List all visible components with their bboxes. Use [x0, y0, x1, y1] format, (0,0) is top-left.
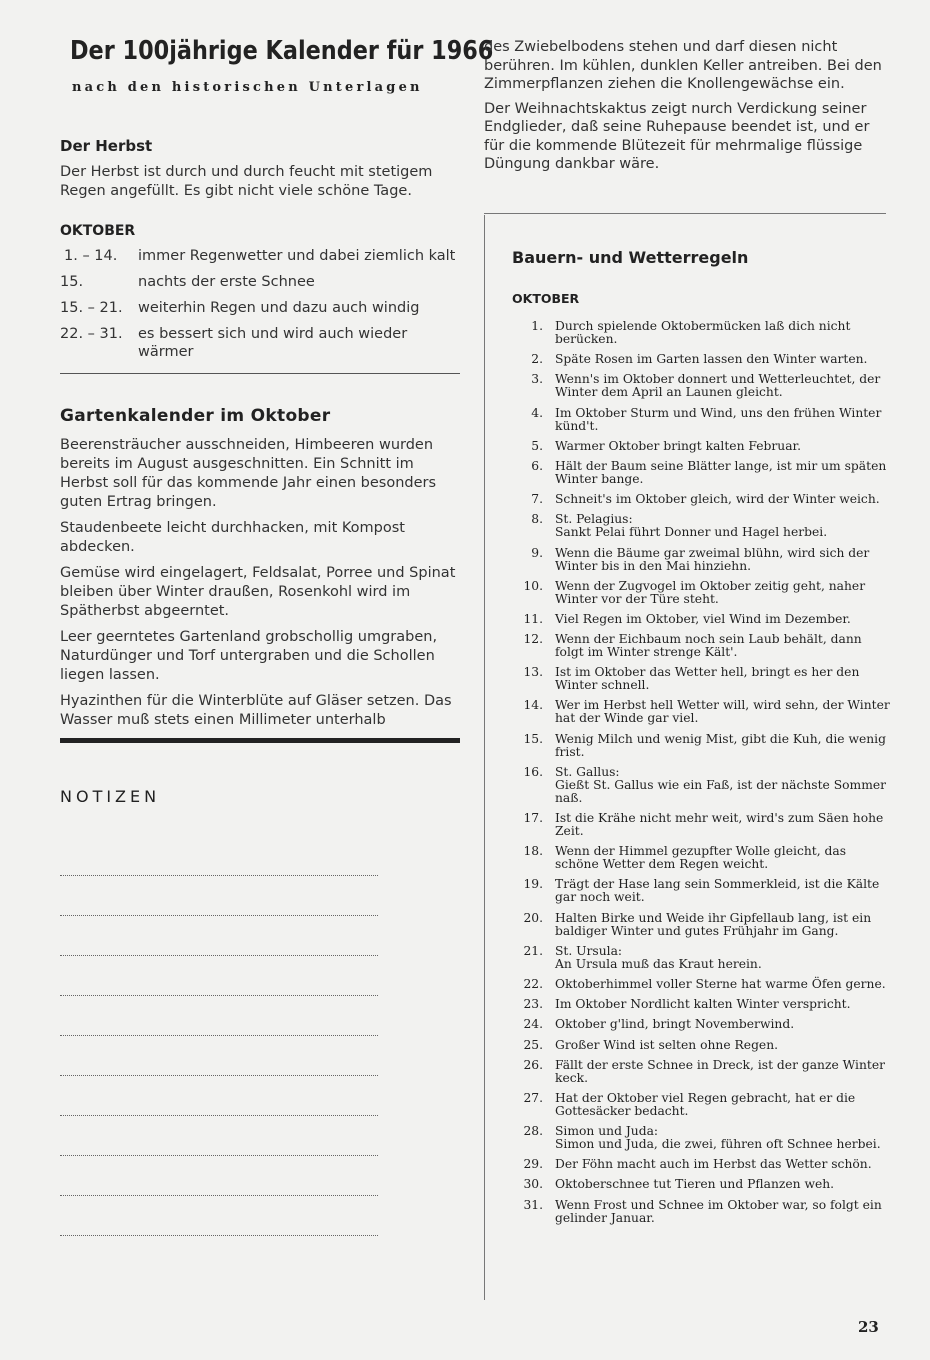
rule-number: 4.: [531, 405, 543, 420]
autumn-text: Der Herbst ist durch und durch feucht mit stetigem Regen angefüllt. Es gibt nicht viele schöne Tage.: [60, 164, 433, 199]
rules-heading: Bauern- und Wetterregeln: [512, 248, 749, 267]
rule-number: 7.: [531, 492, 543, 507]
rule-item: [512, 373, 890, 399]
weather-date: 15.: [60, 274, 84, 290]
note-line[interactable]: [60, 1116, 378, 1156]
weather-row: [60, 299, 460, 317]
rule-text: Wer im Herbst hell Wetter will, wird sehn, der Winter hat der Winde gar viel.: [555, 698, 890, 726]
weather-text: immer Regenwetter und dabei ziemlich kalt: [138, 248, 456, 264]
thick-divider: [60, 738, 460, 743]
weather-row: [60, 273, 460, 291]
rule-number: 10.: [523, 578, 543, 593]
rule-number: 28.: [523, 1124, 543, 1139]
rule-number: 16.: [523, 764, 543, 779]
rule-number: 25.: [523, 1037, 543, 1052]
continuation-paragraph: des Zwiebelbodens stehen und darf diesen nicht berühren. Im kühlen, dunklen Keller antreiben. Bei den Zimmerpflanzen ziehen die Knollengewächse ein.: [484, 39, 882, 92]
rule-number: 15.: [523, 731, 543, 746]
rules-box-top-border: [484, 213, 886, 214]
rule-text: Späte Rosen im Garten lassen den Winter warten.: [555, 352, 868, 367]
rule-text: Warmer Oktober bringt kalten Februar.: [555, 438, 801, 453]
rule-text: Schneit's im Oktober gleich, wird der Winter weich.: [555, 492, 880, 507]
rule-number: 3.: [531, 372, 543, 387]
note-line[interactable]: [60, 836, 378, 876]
rule-number: 31.: [523, 1197, 543, 1212]
weather-text: nachts der erste Schnee: [138, 274, 315, 290]
rule-number: 2.: [531, 352, 543, 367]
rule-item: [512, 1018, 890, 1031]
weather-month-heading: OKTOBER: [60, 223, 136, 239]
weather-date: 15. – 21.: [60, 300, 123, 316]
rule-text: Hat der Oktober viel Regen gebracht, hat er die Gottesäcker bedacht.: [555, 1090, 856, 1118]
rule-number: 1.: [531, 319, 543, 333]
rule-number: 19.: [523, 877, 543, 892]
rule-item: [512, 699, 890, 725]
rule-number: 5.: [531, 438, 543, 453]
rule-item: [512, 1178, 890, 1191]
rule-text: Fällt der erste Schnee in Dreck, ist der ganze Winter keck.: [555, 1057, 886, 1085]
rule-item: [512, 733, 890, 759]
rule-item: [512, 633, 890, 659]
left-column: [60, 36, 494, 1236]
rule-number: 6.: [531, 458, 543, 473]
garden-paragraph: Beerensträucher ausschneiden, Himbeeren wurden bereits im August ausgeschnitten. Ein Schnitt im Herbst soll für das kommende Jahr einen besonders guten Ertrag bringen.: [60, 437, 437, 510]
rule-text: St. Gallus: Gießt St. Gallus wie ein Faß, ist der nächste Sommer naß.: [555, 764, 887, 805]
rule-item: [512, 1199, 890, 1225]
weather-rules-box: [512, 248, 890, 1232]
rule-text: St. Ursula: An Ursula muß das Kraut herein.: [555, 943, 762, 971]
rule-text: Oktoberhimmel voller Sterne hat warme Öfen gerne.: [555, 976, 886, 991]
rules-list: [512, 320, 890, 1225]
rule-number: 8.: [531, 512, 543, 527]
autumn-heading: Der Herbst: [60, 137, 153, 155]
rule-text: Im Oktober Nordlicht kalten Winter verspricht.: [555, 997, 851, 1012]
rule-number: 12.: [523, 632, 543, 647]
garden-paragraph: Gemüse wird eingelagert, Feldsalat, Porree und Spinat bleiben über Winter draußen, Rosenkohl wird im Spätherbst abgeerntet.: [60, 565, 456, 619]
rule-text: Hält der Baum seine Blätter lange, ist mir um späten Winter bange.: [555, 458, 887, 486]
note-line[interactable]: [60, 1076, 378, 1116]
rule-item: [512, 320, 890, 346]
page-title: Der 100jährige Kalender für 1966: [70, 36, 494, 66]
notes-lines: [60, 836, 460, 1236]
rule-item: [512, 1092, 890, 1118]
page-subtitle: nach den historischen Unterlagen: [72, 80, 423, 95]
rule-item: [512, 1125, 890, 1151]
note-line[interactable]: [60, 876, 378, 916]
rule-text: Trägt der Hase lang sein Sommerkleid, ist die Kälte gar noch weit.: [555, 877, 880, 905]
rule-text: Oktober g'lind, bringt Novemberwind.: [555, 1017, 795, 1032]
rule-number: 20.: [523, 910, 543, 925]
rule-text: Viel Regen im Oktober, viel Wind im Dezember.: [555, 611, 851, 626]
rule-item: [512, 812, 890, 838]
rule-item: [512, 878, 890, 904]
notes-heading: NOTIZEN: [60, 787, 161, 806]
right-column-top: [484, 38, 888, 180]
note-line[interactable]: [60, 1156, 378, 1196]
rule-text: Wenig Milch und wenig Mist, gibt die Kuh, die wenig frist.: [555, 731, 886, 759]
rule-number: 27.: [523, 1090, 543, 1105]
rule-text: Wenn's im Oktober donnert und Wetterleuchtet, der Winter dem April an Launen gleicht.: [555, 372, 881, 400]
rule-number: 11.: [523, 611, 543, 626]
rule-item: [512, 547, 890, 573]
note-line[interactable]: [60, 996, 378, 1036]
rule-number: 17.: [523, 811, 543, 825]
rule-text: Im Oktober Sturm und Wind, uns den frühen Winter künd't.: [555, 405, 882, 433]
weather-date: 1. – 14.: [64, 248, 118, 264]
rule-number: 23.: [523, 997, 543, 1012]
rule-text: Simon und Juda: Simon und Juda, die zwei, führen oft Schnee herbei.: [555, 1124, 881, 1152]
rules-box-left-border: [484, 215, 485, 1300]
rule-item: [512, 998, 890, 1011]
rule-text: Ist die Krähe nicht mehr weit, wird's zum Säen hohe Zeit.: [555, 811, 884, 838]
rule-number: 13.: [523, 665, 543, 680]
weather-row: [60, 325, 460, 361]
rule-number: 29.: [523, 1157, 543, 1172]
page-number: 23: [858, 1318, 879, 1336]
rule-number: 22.: [523, 976, 543, 991]
rule-text: St. Pelagius: Sankt Pelai führt Donner und Hagel herbei.: [555, 512, 828, 540]
garden-paragraph: Staudenbeete leicht durchhacken, mit Kompost abdecken.: [60, 520, 405, 555]
rule-text: Wenn die Bäume gar zweimal blühn, wird sich der Winter bis in den Mai hinziehn.: [555, 545, 870, 573]
rule-item: [512, 613, 890, 626]
note-line[interactable]: [60, 956, 378, 996]
rule-text: Großer Wind ist selten ohne Regen.: [555, 1037, 779, 1052]
weather-date: 22. – 31.: [60, 326, 123, 342]
rule-item: [512, 845, 890, 871]
rule-number: 30.: [523, 1177, 543, 1192]
rule-item: [512, 912, 890, 938]
continuation-paragraph: Der Weihnachtskaktus zeigt nurch Verdickung seiner Endglieder, daß seine Ruhepause beendet ist, und er für die kommende Blütezeit für mehrmalige flüssige Düngung dankbar wäre.: [484, 100, 870, 172]
note-line[interactable]: [60, 1196, 378, 1236]
rule-number: 14.: [523, 698, 543, 713]
rule-number: 9.: [531, 545, 543, 560]
rule-item: [512, 1039, 890, 1052]
rule-text: Wenn der Himmel gezupfter Wolle gleicht, das schöne Wetter dem Regen weicht.: [555, 844, 847, 872]
note-line[interactable]: [60, 916, 378, 956]
rule-text: Wenn Frost und Schnee im Oktober war, so folgt ein gelinder Januar.: [555, 1197, 882, 1225]
rules-month-heading: OKTOBER: [512, 291, 580, 306]
rule-item: [512, 978, 890, 991]
rule-item: [512, 945, 890, 971]
rule-text: Oktoberschnee tut Tieren und Pflanzen weh.: [555, 1177, 835, 1192]
rule-item: [512, 666, 890, 692]
rule-text: Wenn der Zugvogel im Oktober zeitig geht, naher Winter vor der Türe steht.: [555, 578, 866, 606]
rule-number: 24.: [523, 1017, 543, 1032]
rule-number: 26.: [523, 1057, 543, 1072]
section-divider: [60, 373, 460, 374]
weather-list: [60, 247, 460, 361]
garden-paragraph: Leer geerntetes Gartenland grobschollig umgraben, Naturdünger und Torf untergraben und die Schollen liegen lassen.: [60, 629, 438, 683]
rule-item: [512, 580, 890, 606]
note-line[interactable]: [60, 1036, 378, 1076]
rule-text: Ist im Oktober das Wetter hell, bringt es her den Winter schnell.: [555, 665, 860, 693]
rule-item: [512, 513, 890, 539]
weather-text: es bessert sich und wird auch wieder wärmer: [138, 326, 408, 360]
rule-item: [512, 440, 890, 453]
rule-number: 18.: [523, 844, 543, 859]
rule-item: [512, 460, 890, 486]
rule-item: [512, 493, 890, 506]
garden-paragraph: Hyazinthen für die Winterblüte auf Gläser setzen. Das Wasser muß stets einen Millimeter unterhalb: [60, 693, 452, 728]
rule-text: Halten Birke und Weide ihr Gipfellaub lang, ist ein baldiger Winter und gutes Frühjahr im Gang.: [555, 910, 872, 938]
weather-row: [60, 247, 460, 265]
rule-text: Wenn der Eichbaum noch sein Laub behält, dann folgt im Winter strenge Kält'.: [555, 632, 862, 660]
weather-text: weiterhin Regen und dazu auch windig: [138, 300, 420, 316]
rule-item: [512, 766, 890, 805]
rule-item: [512, 1158, 890, 1171]
garden-heading: Gartenkalender im Oktober: [60, 406, 331, 426]
rule-item: [512, 353, 890, 366]
rule-text: Der Föhn macht auch im Herbst das Wetter schön.: [555, 1157, 872, 1172]
rule-text: Durch spielende Oktobermücken laß dich nicht berücken.: [555, 319, 851, 346]
rule-item: [512, 1059, 890, 1085]
rule-item: [512, 407, 890, 433]
rule-number: 21.: [523, 943, 543, 958]
